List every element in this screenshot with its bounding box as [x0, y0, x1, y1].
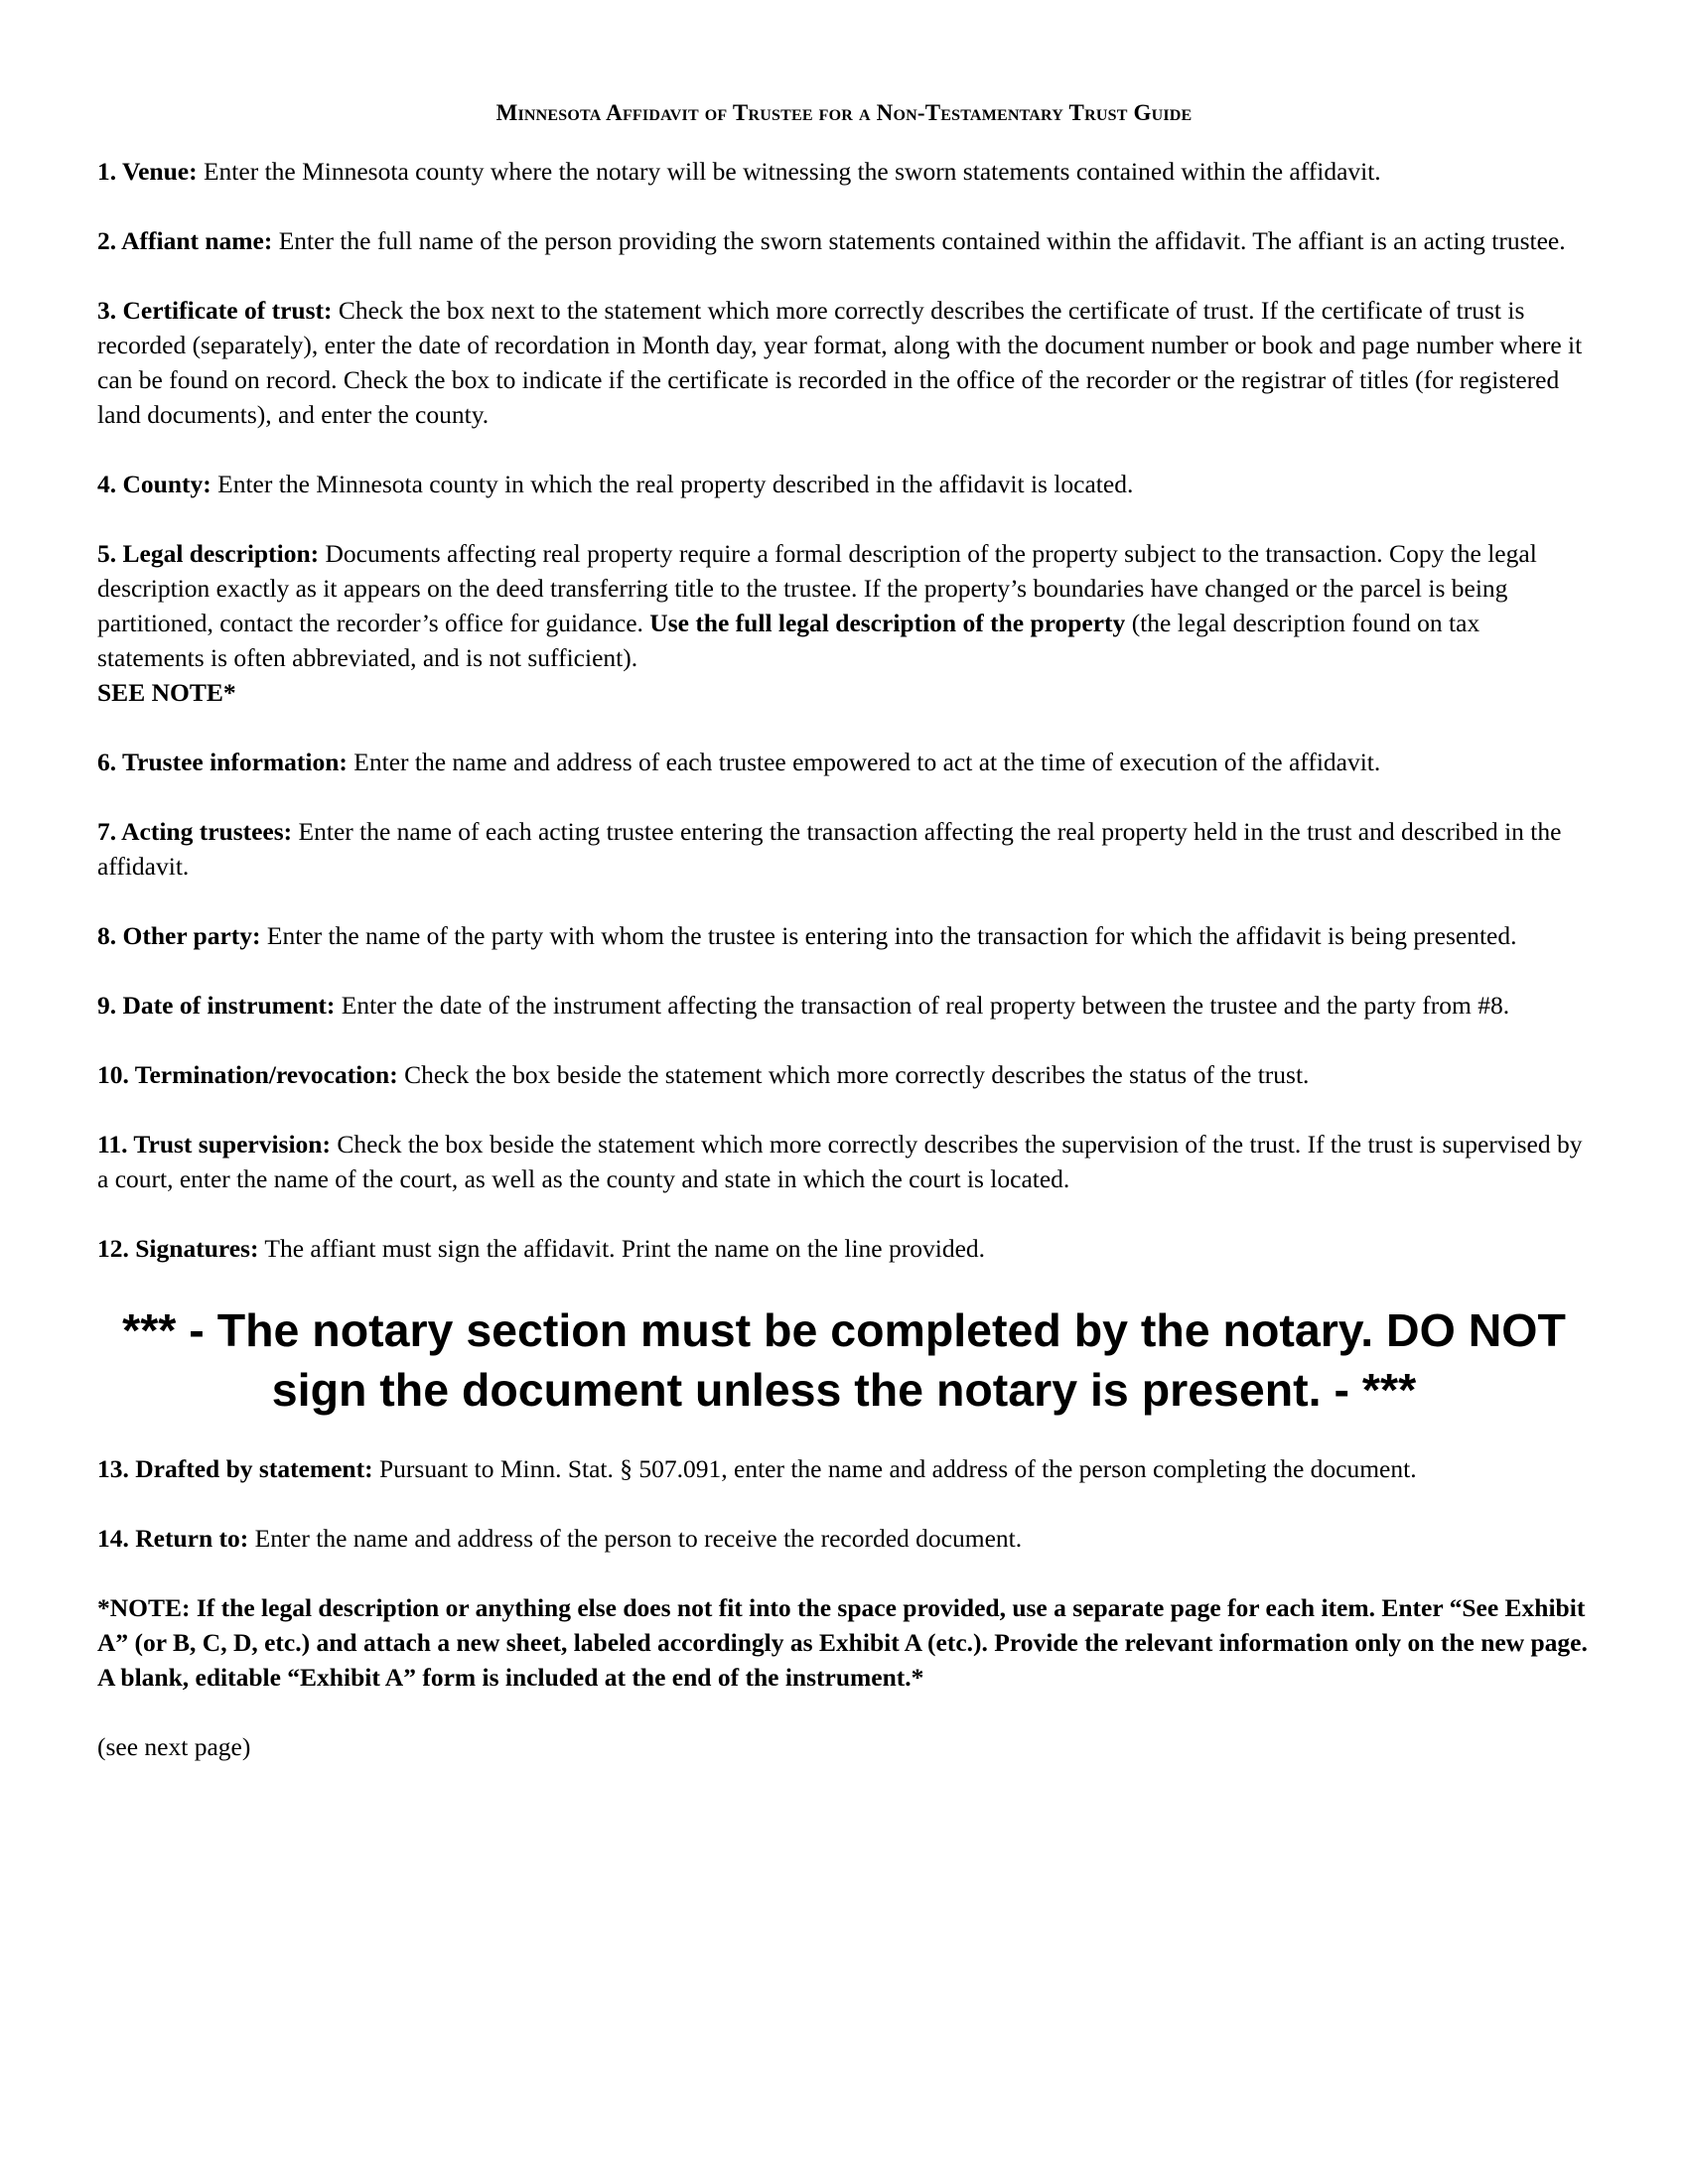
- item-label: 9. Date of instrument:: [97, 990, 336, 1020]
- guide-item-signatures: [97, 1231, 1591, 1266]
- guide-item-acting-trustees: [97, 814, 1591, 884]
- see-note-reference: SEE NOTE*: [97, 677, 236, 707]
- guide-item-legal-description: [97, 536, 1591, 710]
- item-text: Check the box next to the statement which more correctly describes the certificate of trust. If the certificate of trust is recorded (separately), enter the date of recordation in Month day, year format, along with the document number or book and page number where it can be found on record. Check the box to indicate if the certificate is recorded in the office of the recorder or the registrar of titles (for registered land documents), and enter the county.: [97, 295, 1583, 429]
- item-emphasis: Use the full legal description of the property: [649, 608, 1126, 637]
- document-body: [97, 99, 1591, 1764]
- item-label: 3. Certificate of trust:: [97, 295, 333, 325]
- item-label: 2. Affiant name:: [97, 225, 273, 255]
- item-text: Enter the name of each acting trustee entering the transaction affecting the real property held in the trust and described in the affidavit.: [97, 816, 1562, 881]
- item-label: 1. Venue:: [97, 156, 198, 186]
- item-text: Check the box beside the statement which more correctly describes the status of the trust.: [397, 1059, 1310, 1089]
- item-label: 11. Trust supervision:: [97, 1129, 331, 1159]
- item-label: 13. Drafted by statement:: [97, 1453, 373, 1483]
- guide-item-termination-revocation: [97, 1057, 1591, 1092]
- item-text: Enter the name and address of the person to receive the recorded document.: [248, 1523, 1023, 1553]
- item-text: Enter the name of the party with whom the trustee is entering into the transaction for which the affidavit is being presented.: [260, 920, 1517, 950]
- item-text: Enter the Minnesota county where the notary will be witnessing the sworn statements contained within the affidavit.: [197, 156, 1381, 186]
- exhibit-note: *NOTE: If the legal description or anything else does not fit into the space provided, use a separate page for each item. Enter “See Exhibit A” (or B, C, D, etc.) and attach a new sheet, labeled accordingly as Exhibit A (etc.). Provide the relevant information only on the new page. A blank, editable “Exhibit A” form is included at the end of the instrument.*: [97, 1592, 1588, 1692]
- item-label: 7. Acting trustees:: [97, 816, 293, 846]
- item-label: 5. Legal description:: [97, 538, 320, 568]
- item-text: Enter the full name of the person providing the sworn statements contained within the affidavit. The affiant is an acting trustee.: [272, 225, 1566, 255]
- item-label: 10. Termination/revocation:: [97, 1059, 398, 1089]
- guide-item-trust-supervision: [97, 1127, 1591, 1196]
- item-label: 4. County:: [97, 469, 211, 498]
- item-text: Check the box beside the statement which more correctly describes the supervision of the trust. If the trust is supervised by a court, enter the name of the court, as well as the county and state in which the court is located.: [97, 1129, 1583, 1193]
- item-label: 8. Other party:: [97, 920, 261, 950]
- document-title: Minnesota Affidavit of Trustee for a Non-Testamentary Trust Guide: [495, 100, 1193, 125]
- item-label: 6. Trustee information:: [97, 747, 348, 776]
- item-text: Pursuant to Minn. Stat. § 507.091, enter the name and address of the person completing the document.: [372, 1453, 1417, 1483]
- guide-item-trustee-information: [97, 745, 1591, 779]
- guide-item-return-to: [97, 1521, 1591, 1556]
- guide-item-certificate-of-trust: [97, 293, 1591, 432]
- item-text-after: (the legal description found on tax statements is often abbreviated, and is not sufficient).: [97, 608, 1480, 672]
- item-text: Enter the Minnesota county in which the real property described in the affidavit is located.: [211, 469, 1134, 498]
- guide-item-venue: [97, 154, 1591, 189]
- notary-warning: *** - The notary section must be completed by the notary. DO NOT sign the document unless the notary is present. - ***: [122, 1303, 1566, 1416]
- guide-item-date-of-instrument: [97, 988, 1591, 1023]
- item-label: 12. Signatures:: [97, 1233, 259, 1263]
- item-text: The affiant must sign the affidavit. Print the name on the line provided.: [258, 1233, 986, 1263]
- item-text: Documents affecting real property require a formal description of the property subject to the transaction. Copy the legal description exactly as it appears on the deed transferring title to the trustee. If the property’s boundaries have changed or the parcel is being partitioned, contact the recorder’s office for guidance.: [97, 538, 1537, 637]
- item-text: Enter the name and address of each trustee empowered to act at the time of execution of the affidavit.: [347, 747, 1381, 776]
- item-text: Enter the date of the instrument affecting the transaction of real property between the trustee and the party from #8.: [335, 990, 1510, 1020]
- guide-item-drafted-by-statement: [97, 1451, 1591, 1486]
- continuation-note: (see next page): [97, 1731, 251, 1761]
- guide-item-affiant-name: [97, 223, 1591, 258]
- guide-item-other-party: [97, 918, 1591, 953]
- guide-item-county: [97, 467, 1591, 501]
- item-label: 14. Return to:: [97, 1523, 249, 1553]
